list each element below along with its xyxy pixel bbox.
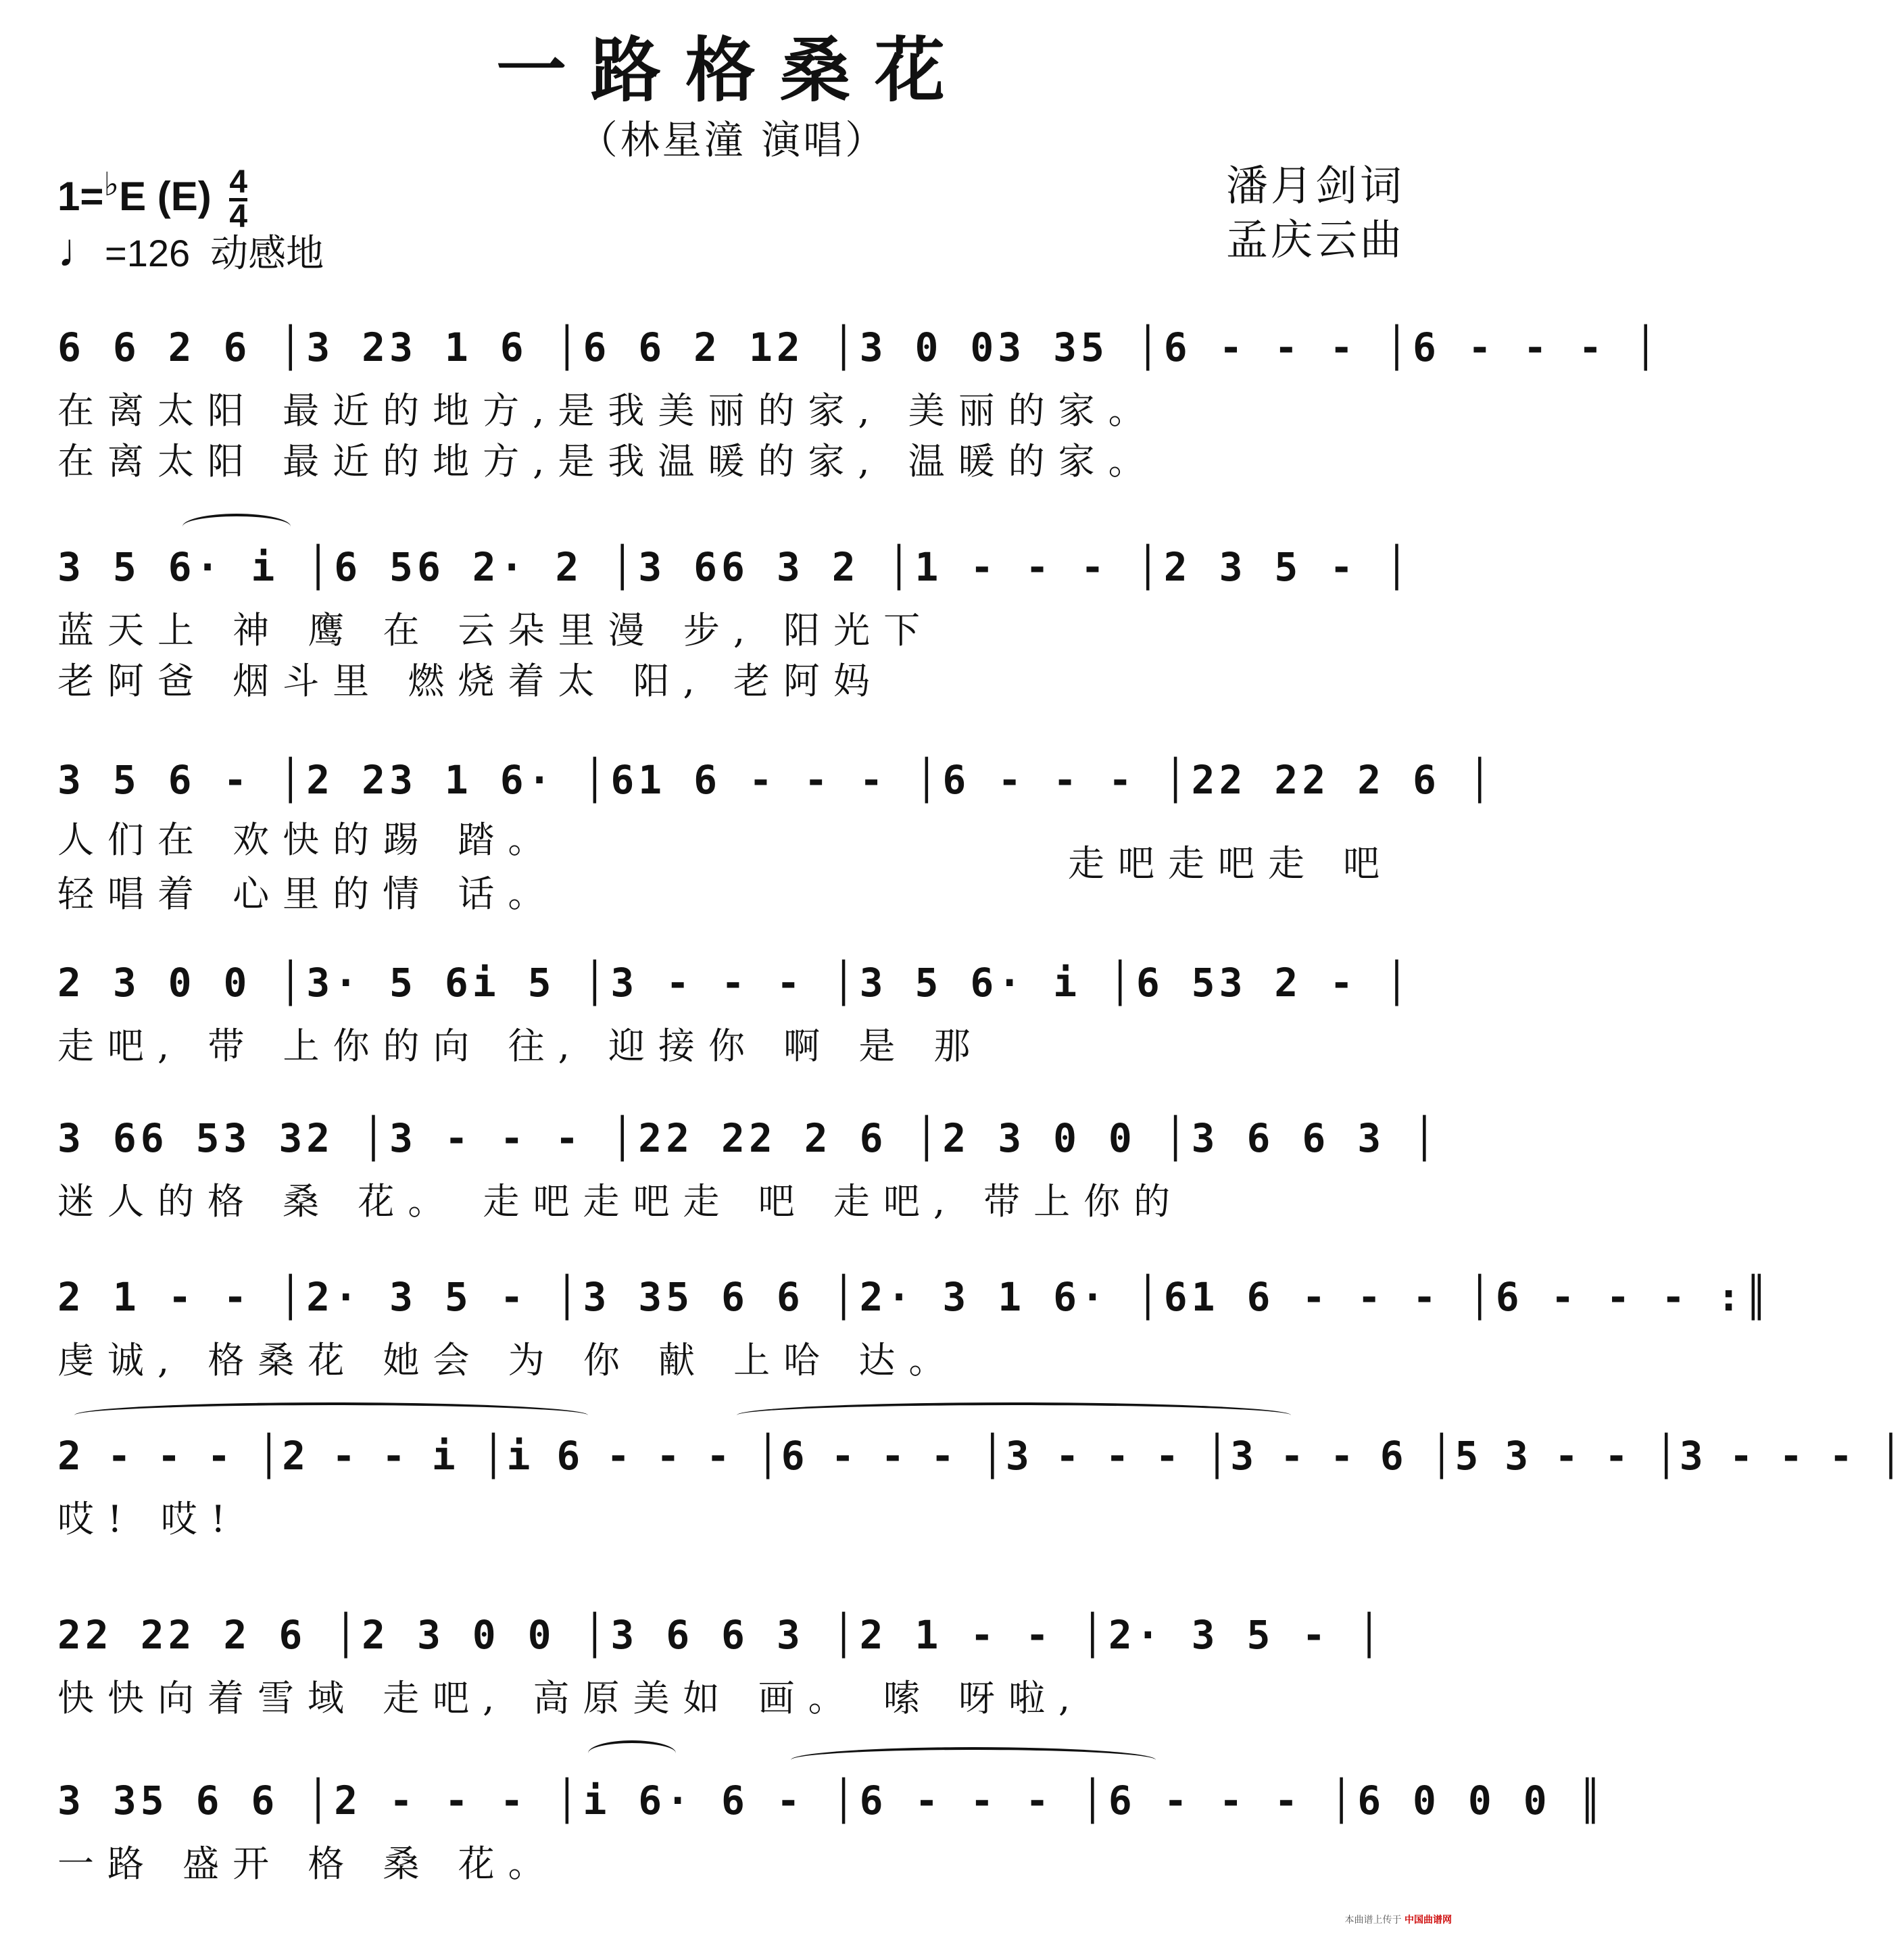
- lyric-line-6: 虔诚, 格桑花 她会 为 你 献 上哈 达。: [57, 1339, 959, 1381]
- key-note: E (E): [119, 174, 212, 219]
- notation-line-8: 22 22 2 6 │2 3 0 0 │3 6 6 3 │2 1 - - │2· 3 5 - │: [57, 1612, 1386, 1658]
- lyric-line-1a: 在离太阳 最近的地方,是我美丽的家, 美丽的家。: [57, 389, 1158, 432]
- notation-line-3: 3 5 6 - │2 23 1 6· │61 6 - - - │6 - - - │22 22 2 6 │: [57, 757, 1496, 803]
- lyric-line-2a: 蓝天上 神 鹰 在 云朵里漫 步, 阳光下: [57, 609, 934, 652]
- footer-text: 本曲谱上传于: [1344, 1915, 1402, 1926]
- notation-line-2: 3 5 6· i │6 56 2· 2 │3 66 3 2 │1 - - - │2 3 5 - │: [57, 544, 1413, 590]
- lyric-line-2b: 老阿爸 烟斗里 燃烧着太 阳, 老阿妈: [57, 660, 883, 702]
- tempo-mood: 动感地: [210, 232, 324, 276]
- tempo-value: =126: [105, 232, 191, 274]
- lyric-line-3c: 走吧走吧走 吧: [1068, 842, 1394, 885]
- key-prefix: 1=: [57, 174, 104, 219]
- notation-line-6: 2 1 - - │2· 3 5 - │3 35 6 6 │2· 3 1 6· │61 6 - - - │6 - - - :║: [57, 1274, 1772, 1320]
- tempo-marking: [57, 223, 324, 278]
- key-signature: [57, 166, 247, 233]
- quarter-note-icon: ♩: [57, 224, 105, 276]
- time-numerator: 4: [229, 164, 248, 200]
- lyric-line-9: 一路 盛开 格 桑 花。: [57, 1842, 558, 1885]
- footer-credit: [1345, 1913, 1452, 1926]
- lyric-line-8: 快快向着雪域 走吧, 高原美如 画。 嗦 呀啦,: [57, 1677, 1084, 1719]
- lyric-line-5: 迷人的格 桑 花。 走吧走吧走 吧 走吧, 带上你的: [57, 1180, 1184, 1223]
- flat-sign: ♭: [103, 167, 120, 203]
- tie-mark: [737, 1402, 1291, 1428]
- composer-credit: 孟庆云曲: [1225, 215, 1405, 264]
- lyricist-credit: 潘月剑词: [1225, 161, 1405, 210]
- lyric-line-3b: 轻唱着 心里的情 话。: [57, 873, 558, 915]
- song-title: 一路格桑花: [495, 28, 969, 112]
- notation-line-7: 2 - - - │2 - - i │i 6 - - - │6 - - - │3 - - - │3 - - 6 │5 3 - - │3 - - - │: [57, 1433, 1904, 1479]
- singer-credit: （林星潼 演唱）: [578, 117, 887, 163]
- tie-mark: [74, 1402, 588, 1428]
- lyric-line-3a: 人们在 欢快的踢 踏。: [57, 818, 558, 861]
- tie-mark: [791, 1747, 1156, 1773]
- slur-mark: [182, 514, 291, 539]
- slur-mark: [588, 1740, 676, 1766]
- lyric-line-7: 哎! 哎!: [57, 1498, 239, 1540]
- time-denominator: 4: [229, 198, 248, 235]
- notation-line-1: 6 6 2 6 │3 23 1 6 │6 6 2 12 │3 0 03 35 │6 - - - │6 - - - │: [57, 324, 1662, 370]
- notation-line-5: 3 66 53 32 │3 - - - │22 22 2 6 │2 3 0 0 │3 6 6 3 │: [57, 1115, 1440, 1161]
- notation-line-4: 2 3 0 0 │3· 5 6i 5 │3 - - - │3 5 6· i │6 53 2 - │: [57, 960, 1413, 1006]
- lyric-line-4: 走吧, 带 上你的向 往, 迎接你 啊 是 那: [57, 1025, 984, 1067]
- site-logo[interactable]: 中国曲谱网: [1405, 1915, 1452, 1926]
- lyric-line-1b: 在离太阳 最近的地方,是我温暖的家, 温暖的家。: [57, 440, 1158, 483]
- notation-line-9: 3 35 6 6 │2 - - - │i 6· 6 - │6 - - - │6 - - - │6 0 0 0 ║: [57, 1778, 1607, 1824]
